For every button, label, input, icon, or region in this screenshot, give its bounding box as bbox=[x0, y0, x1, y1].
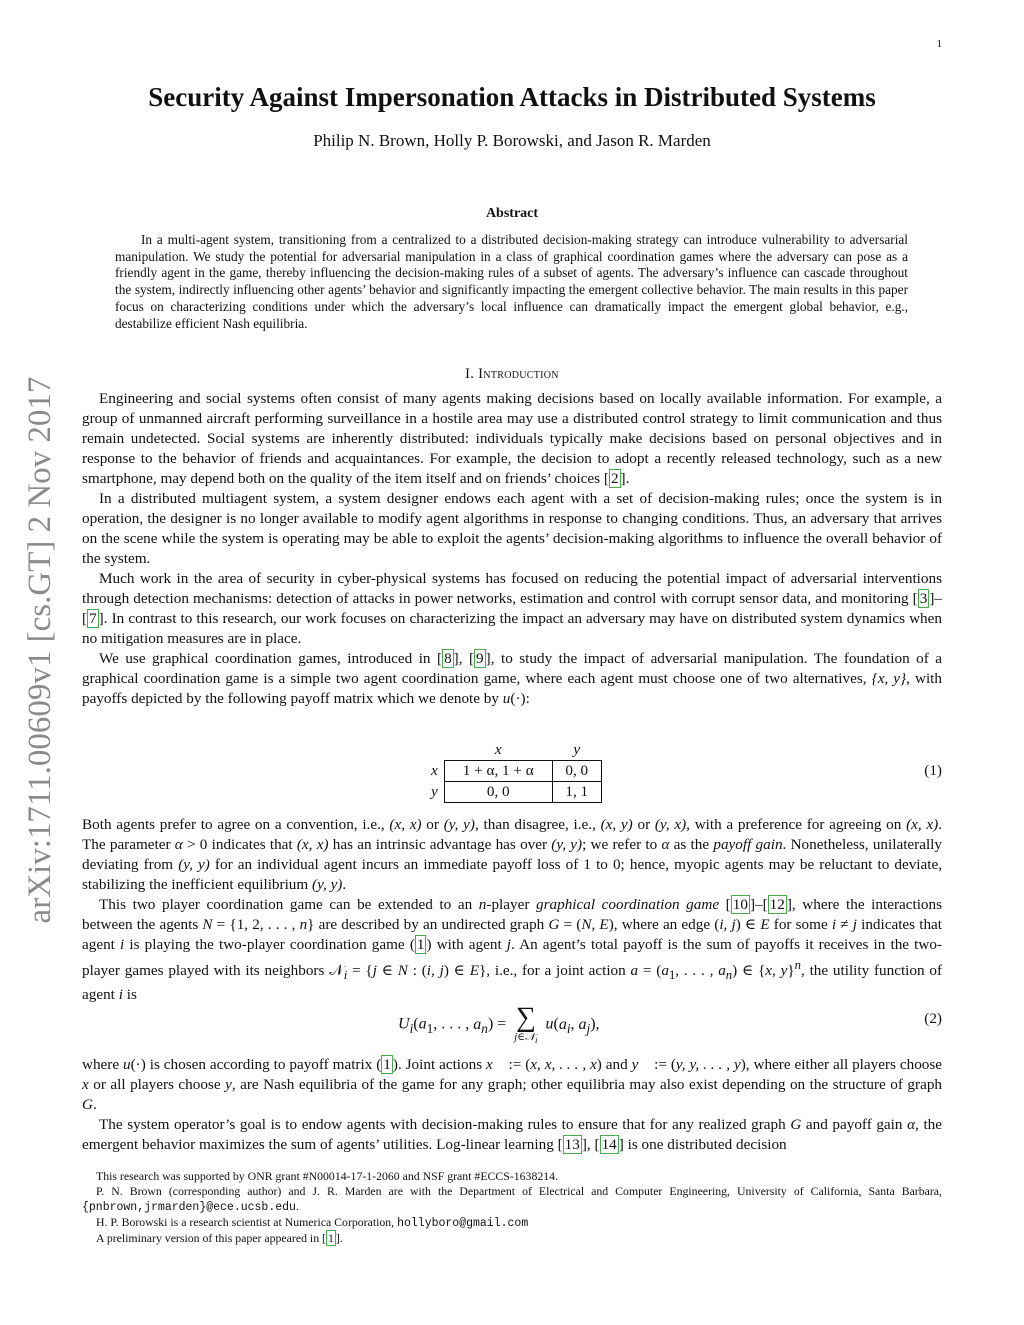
matrix-row-header: x bbox=[431, 762, 438, 779]
email-address[interactable]: hollyboro@gmail.com bbox=[397, 1217, 529, 1230]
equation-number: (1) bbox=[924, 762, 942, 779]
paragraph: This two player coordination game can be extended to an n-player graphical coordination game [ 10 ]–[ 12 ], where the interactions between the agents N = {1, 2, . . . , n} are described by an undirected graph G = (N, E), where an edge (i, j) ∈ E for some i ≠ j indicates that agent i is playing the two-player coordination game ( 1 ) with agent j. An agent’s total payoff is the sum of payoffs it receives in the two-player games played with its neighbors 𝒩$_i$ = {j ∈ N : (i, j) ∈ E}, i.e., for a joint action $a = (a_1$, . . . , $a_n$) ∈ {x, y}$^n$, the utility function of agent i is bbox=[82, 896, 943, 1004]
footnote: H. P. Borowski is a research scientist at Numerica Corporation, hollyboro@gmail.com bbox=[96, 1215, 529, 1230]
equation-link[interactable]: 1 bbox=[416, 936, 425, 953]
paragraph: where u(·) is chosen according to payoff matrix ( 1 ). Joint actions x⃗ := (x, x, . . . , x) and y⃗ := (y, y, . . . , y), where either all players choose x or all players choose y, are Nash equilibria of the game for any graph; other equilibria may also exist depending on the structure of graph G. bbox=[82, 1056, 943, 1113]
paragraph: The system operator’s goal is to endow agents with decision-making rules to ensure that for any realized graph G and payoff gain α, the emergent behavior maximizes the sum of agents’ utilities. Log-linear learning [ 13 ], [ 14 ] is one distributed decision bbox=[82, 1116, 943, 1153]
payoff-matrix bbox=[425, 740, 625, 803]
email-address[interactable]: {pnbrown,jrmarden}@ece.ucsb.edu bbox=[82, 1201, 296, 1214]
paragraph: Engineering and social systems often consist of many agents making decisions based on locally available information. For example, a group of unmanned aircraft performing surveillance in a hostile area may use a distributed control strategy to limit communication and thus remain undetected. Social systems are inherently distributed: individuals typically make decisions based on personal objectives and in response to the behavior of friends and acquaintances. For example, the decision to adopt a recently released technology, such as a new smartphone, may depend both on the quality of the item itself and on friends’ choices [ 2 ]. bbox=[82, 390, 942, 487]
matrix-cell: 0, 0 bbox=[552, 761, 601, 782]
intro-body-upper bbox=[82, 389, 942, 709]
footnote: P. N. Brown (corresponding author) and J. R. Marden are with the Department of Electrical and Computer Engineering, University of California, Santa Barbara, {pnbrown,jrmarden}@ece.ucsb.edu. bbox=[82, 1184, 942, 1214]
section-title: Introduction bbox=[478, 366, 559, 382]
paper-authors: Philip N. Brown, Holly P. Borowski, and Jason R. Marden bbox=[313, 131, 711, 150]
matrix-row-header: y bbox=[431, 783, 438, 800]
section-heading bbox=[0, 366, 1024, 383]
citation-link[interactable]: 10 bbox=[732, 896, 748, 913]
citation-link[interactable]: 14 bbox=[601, 1136, 617, 1153]
paragraph: Both agents prefer to agree on a convention, i.e., (x, x) or (y, y), than disagree, i.e., (x, y) or (y, x), with a preference for agreeing on (x, x). The parameter α > 0 indicates that (x, x) has an intrinsic advantage has over (y, y); we refer to α as the payoff gain. Nonetheless, unilaterally deviating from (y, y) for an individual agent incurs an immediate payoff loss of 1 to 0; hence, myopic agents may be reluctant to deviate, stabilizing the inefficient equilibrium (y, y). bbox=[82, 816, 943, 893]
matrix-col-header: x bbox=[494, 741, 502, 758]
citation-link[interactable]: 3 bbox=[919, 590, 928, 607]
equation-link[interactable]: 1 bbox=[383, 1056, 391, 1073]
citation-link[interactable]: 1 bbox=[327, 1231, 334, 1245]
arxiv-stamp[interactable]: arXiv:1711.00609v1 [cs.GT] 2 Nov 2017 bbox=[22, 376, 58, 924]
page-number: 1 bbox=[936, 38, 942, 50]
intro-body-middle bbox=[82, 815, 942, 1005]
abstract-heading: Abstract bbox=[485, 206, 539, 221]
paragraph: We use graphical coordination games, introduced in [ 8 ], [ 9 ], to study the impact of adversarial manipulation. The foundation of a graphical coordination game is a simple two agent coordination game, where each agent must choose one of two alternatives, {x, y}, with payoffs depicted by the following payoff matrix which we denote by u(·): bbox=[82, 650, 942, 707]
paragraph: In a distributed multiagent system, a system designer endows each agent with a set of decision-making rules; once the system is in operation, the designer is no longer available to modify agent algorithms in response to changing conditions. Thus, an adversary that arrives on the scene while the system is operating may be able to exploit the agents’ decision-making algorithms to influence the overall behavior of the system. bbox=[82, 490, 942, 567]
citation-link[interactable]: 9 bbox=[476, 650, 484, 667]
citation-link[interactable]: 12 bbox=[769, 896, 785, 913]
footnote: A preliminary version of this paper appeared in [ 1 ]. bbox=[96, 1231, 343, 1245]
matrix-cell: 1 + α, 1 + α bbox=[444, 761, 552, 782]
footnote: This research was supported by ONR grant #N00014-17-1-2060 and NSF grant #ECCS-1638214. bbox=[96, 1169, 558, 1183]
summation: ∑ j∈𝒩$_i$ bbox=[514, 1002, 538, 1046]
citation-link[interactable]: 7 bbox=[89, 610, 97, 627]
matrix-col-header: y bbox=[573, 741, 581, 758]
intro-body-lower bbox=[82, 1055, 942, 1155]
equation-2: $U_i(a_1$, . . . , $a_n$) = ∑ j∈𝒩$_i$ $u(a_i$, $a_j$), bbox=[398, 1002, 600, 1046]
paragraph: Much work in the area of security in cyber-physical systems has focused on reducing the potential impact of adversarial interventions through detection mechanisms: detection of attacks in power networks, estimation and control with corrupt sensor data, and monitoring [ 3 ]–[ 7 ]. In contrast to this research, our work focuses on characterizing the impact an adversary may have on distributed system dynamics when no mitigation measures are in place. bbox=[82, 570, 942, 647]
citation-link[interactable]: 2 bbox=[610, 470, 619, 487]
matrix-cell: 1, 1 bbox=[552, 782, 601, 803]
citation-link[interactable]: 13 bbox=[564, 1136, 580, 1153]
paper-title: Security Against Impersonation Attacks in Distributed Systems bbox=[148, 82, 876, 112]
citation-link[interactable]: 8 bbox=[444, 650, 452, 667]
footnotes bbox=[82, 1169, 942, 1246]
equation-number: (2) bbox=[924, 1010, 942, 1027]
matrix-cell: 0, 0 bbox=[444, 782, 552, 803]
section-number: I. bbox=[465, 366, 475, 382]
abstract-text: In a multi-agent system, transitioning from a centralized to a distributed decision-making strategy can introduce vulnerability to adversarial manipulation. We study the potential for adversarial manipulation in a class of graphical coordination games where the adversary can pose as a friendly agent in the game, thereby influencing the decision-making rules of a subset of agents. The adversary’s influence can cascade throughout the system, indirectly influencing other agents’ behavior and significantly impacting the emergent collective behavior. The main results in this paper focus on characterizing conditions under which the adversary’s local influence can dramatically impact the emergent global behavior, e.g., destabilize efficient Nash equilibria. bbox=[115, 232, 908, 331]
